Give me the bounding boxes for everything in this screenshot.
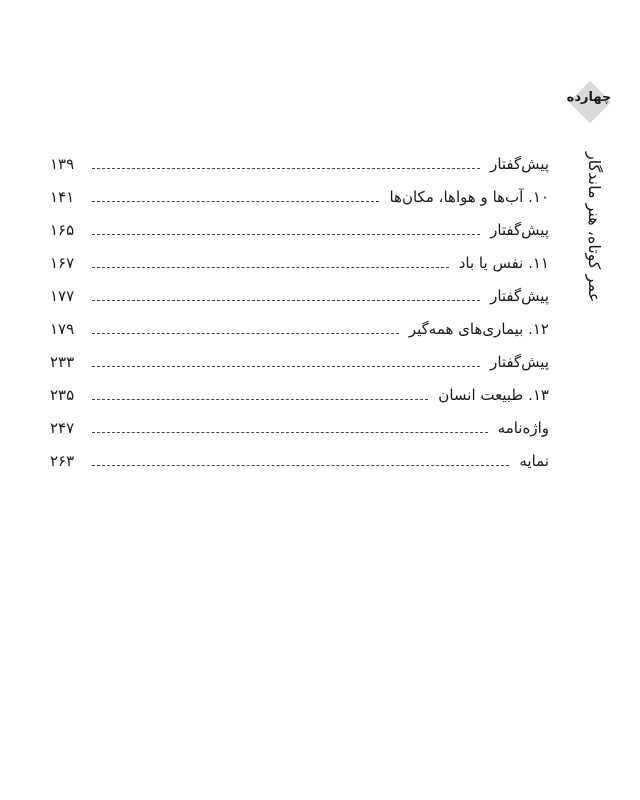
toc-leader-line — [92, 234, 480, 235]
page-number-label: چهارده — [566, 90, 612, 105]
toc-entry-title: ۱۳. طبیعت انسان — [438, 386, 549, 404]
toc-leader-line — [92, 399, 428, 400]
running-title: عمر کوتاه، هنر ماندگار — [585, 152, 604, 303]
toc-leader-line — [92, 432, 488, 433]
page-number-badge — [567, 79, 611, 123]
toc-entry-title: نمایه — [519, 452, 549, 470]
toc-entry-title: پیش‌گفتار — [490, 155, 549, 173]
toc-entry-title: ۱۱. نفس یا باد — [458, 254, 549, 272]
toc-page-number: ۱۷۹ — [50, 320, 75, 338]
toc-entry-title: پیش‌گفتار — [490, 287, 549, 305]
toc-entry[interactable] — [48, 141, 549, 174]
toc-entry[interactable] — [48, 174, 549, 207]
toc-page-number: ۲۴۷ — [50, 419, 75, 437]
toc-leader-line — [92, 267, 449, 268]
toc-leader-line — [92, 333, 399, 334]
toc-leader-line — [92, 366, 480, 367]
toc-page-number: ۱۶۵ — [50, 221, 75, 239]
toc-leader-line — [92, 300, 480, 301]
toc-entry-title: واژه‌نامه — [497, 419, 549, 437]
toc-entry[interactable] — [48, 405, 549, 438]
toc-leader-line — [92, 465, 509, 466]
toc-entry[interactable] — [48, 240, 549, 273]
toc-entry[interactable] — [48, 273, 549, 306]
toc-page-number: ۱۴۱ — [50, 188, 75, 206]
toc-page-number: ۱۶۷ — [50, 254, 75, 272]
toc-entry-title: ۱۲. بیماری‌های همه‌گیر — [408, 320, 549, 338]
toc-page-number: ۱۳۹ — [50, 155, 75, 173]
toc-entry-title: پیش‌گفتار — [490, 353, 549, 371]
toc-page-number: ۱۷۷ — [50, 287, 75, 305]
toc-entry-title: پیش‌گفتار — [490, 221, 549, 239]
toc-entry[interactable] — [48, 207, 549, 240]
toc-page-number: ۲۳۵ — [50, 386, 75, 404]
toc-page-number: ۲۳۳ — [50, 353, 75, 371]
toc-entry[interactable] — [48, 339, 549, 372]
toc-entry[interactable] — [48, 372, 549, 405]
toc-entry-title: ۱۰. آب‌ها و هواها، مکان‌ها — [389, 188, 549, 206]
toc-entry[interactable] — [48, 306, 549, 339]
toc-leader-line — [92, 168, 480, 169]
toc-leader-line — [92, 201, 379, 202]
toc-entry[interactable] — [48, 438, 549, 471]
table-of-contents — [48, 141, 549, 471]
toc-page-number: ۲۶۳ — [50, 452, 75, 470]
